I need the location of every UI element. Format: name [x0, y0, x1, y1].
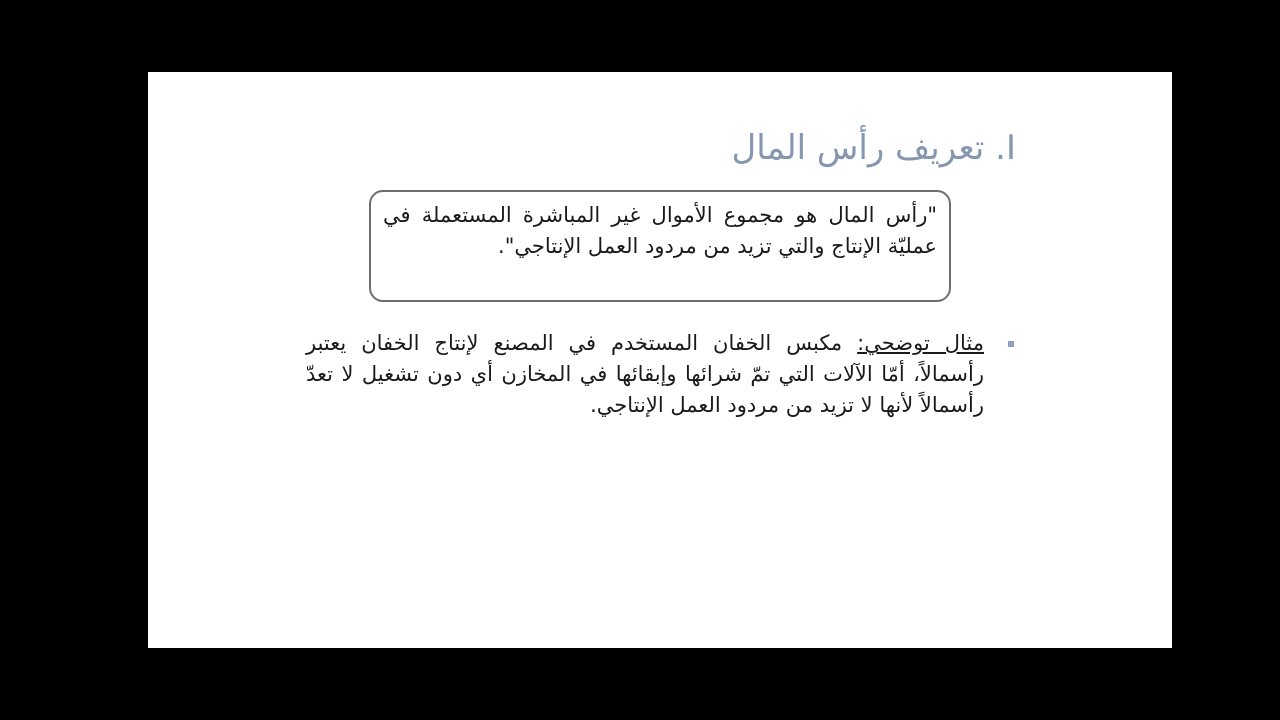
definition-text: "رأس المال هو مجموع الأموال غير المباشرة المستعملة في عمليّة الإنتاج والتي تزيد من مردود العمل الإنتاجي". — [383, 203, 937, 258]
example-label: مثال توضحي: — [857, 331, 985, 355]
example-paragraph — [306, 328, 984, 421]
example-bullet-item — [306, 328, 984, 421]
slide-title: I. تعريف رأس المال — [731, 128, 1016, 168]
example-text: مكبس الخفان المستخدم في المصنع لإنتاج الخفان يعتبر رأسمالاً، أمّا الآلات التي تمّ شرائها وإبقائها في المخازن أي دون تشغيل لا تعدّ رأسمالاً لأنها لا تزيد من مردود العمل الإنتاجي. — [306, 331, 984, 417]
slide-canvas — [148, 72, 1172, 648]
definition-box — [369, 190, 951, 302]
square-bullet-icon — [1008, 341, 1014, 347]
